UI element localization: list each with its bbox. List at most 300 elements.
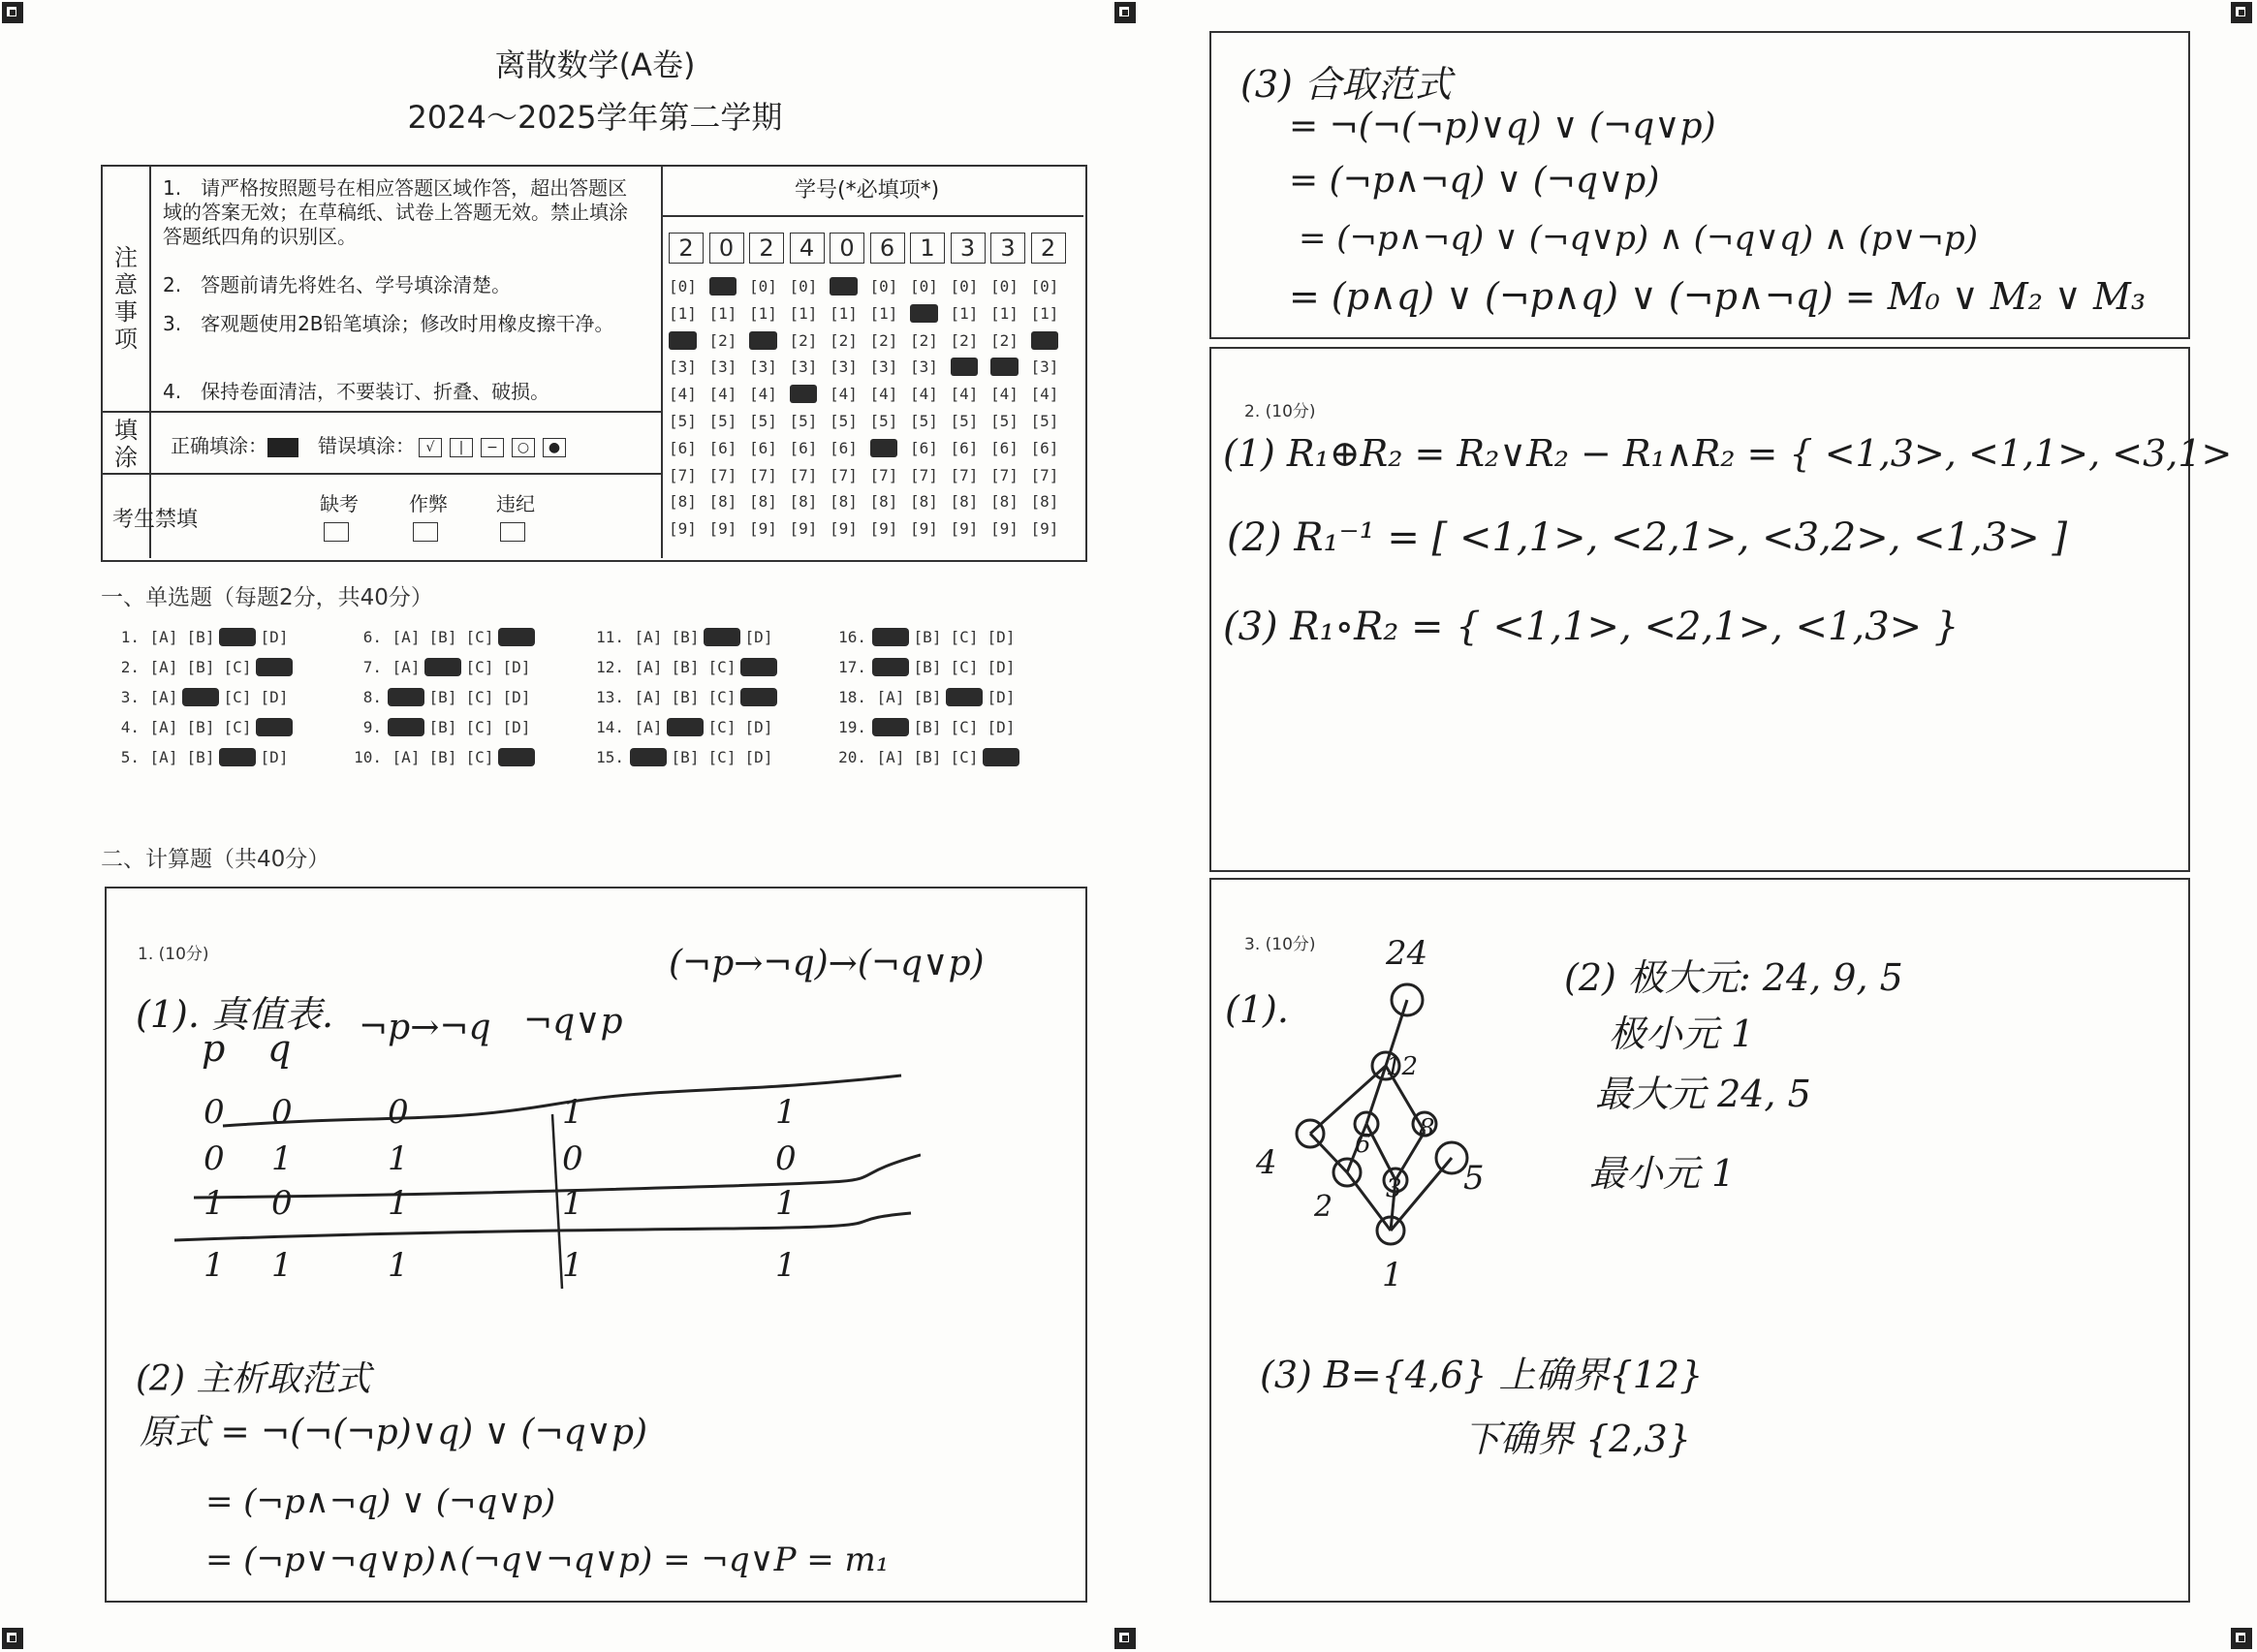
q2-line1: (1) R₁⊕R₂ = R₂∨R₂ − R₁∧R₂ = { <1,3>, <1,1>, <3,1> <box>1223 432 2233 475</box>
mc-question-number: 15. <box>596 748 624 766</box>
q1-part2: (2) 主析取范式 <box>136 1359 371 1399</box>
student-id-bubble[interactable] <box>709 277 737 296</box>
student-id-bubble[interactable]: [2] <box>869 330 898 350</box>
mc-question-row <box>585 628 777 646</box>
student-id-bubble[interactable]: [1] <box>990 303 1019 323</box>
mc-option-bubble[interactable]: [C] <box>465 718 494 736</box>
mc-option-bubble[interactable]: [C] <box>465 748 494 766</box>
mc-question-row <box>585 688 777 706</box>
notice-item-3: 3. 客观题使用2B铅笔填涂；修改时用橡皮擦干净。 <box>163 312 614 335</box>
student-id-bubble[interactable]: [6] <box>708 438 737 457</box>
student-id-bubble[interactable]: [3] <box>789 358 818 377</box>
truth-table-cell: 1 <box>775 1246 797 1285</box>
hasse-node: 6 <box>1355 1130 1371 1159</box>
q3-part3-inf: 下确界 {2,3} <box>1463 1418 1691 1460</box>
mc-option-bubble[interactable]: [A] <box>634 658 663 676</box>
mc-option-bubble[interactable] <box>424 658 461 676</box>
mc-question-number: 3. <box>120 688 140 706</box>
mc-option-bubble[interactable]: [C] <box>465 688 494 706</box>
student-id-bubble[interactable]: [2] <box>708 330 737 350</box>
student-id-bubble[interactable]: [4] <box>830 385 858 404</box>
truth-table-lines <box>145 1066 921 1298</box>
mc-option-bubble[interactable]: [C] <box>223 688 252 706</box>
registration-mark <box>1114 1628 1136 1649</box>
mc-option-bubble[interactable]: [B] <box>186 718 215 736</box>
student-id-bubble[interactable]: [9] <box>910 519 938 539</box>
exam-term: 2024～2025学年第二学期 <box>407 99 783 136</box>
truth-table-cell: 1 <box>204 1246 225 1285</box>
hasse-node: 24 <box>1386 934 1428 973</box>
truth-table-cell: 1 <box>562 1246 583 1285</box>
mc-question-number: 5. <box>120 748 140 766</box>
mc-option-bubble[interactable] <box>667 718 704 736</box>
q3-part3-sup: (3) B={4,6} 上确界{12} <box>1260 1354 1704 1396</box>
mc-option-bubble[interactable] <box>872 628 909 646</box>
mc-option-bubble[interactable] <box>704 628 740 646</box>
student-id-bubble[interactable]: [5] <box>869 412 898 430</box>
q3-part2-maximal: (2) 极大元: 24, 9, 5 <box>1564 956 1903 999</box>
student-id-bubble[interactable]: [2] <box>789 330 818 350</box>
mc-option-bubble[interactable]: [C] <box>950 628 979 646</box>
student-id-bubble[interactable]: [7] <box>830 465 858 484</box>
mc-option-bubble[interactable] <box>388 718 424 736</box>
truth-table-cell: 0 <box>204 1139 225 1178</box>
q2-line2: (2) R₁⁻¹ = [ <1,1>, <2,1>, <3,2>, <1,3> ] <box>1227 515 2068 560</box>
student-id-bubble[interactable]: [9] <box>869 519 898 539</box>
student-id-bubble[interactable]: [0] <box>950 277 979 296</box>
mc-question-number: 11. <box>596 628 624 646</box>
mc-option-bubble[interactable]: [B] <box>913 628 942 646</box>
mc-question-row <box>343 718 535 736</box>
mc-question-row <box>343 748 535 766</box>
mc-option-bubble[interactable]: [B] <box>428 718 457 736</box>
student-id-bubble[interactable]: [5] <box>708 412 737 430</box>
hasse-node: 1 <box>1382 1256 1403 1294</box>
student-id-bubble[interactable]: [5] <box>669 412 697 430</box>
mc-option-bubble[interactable] <box>740 688 777 706</box>
truth-table-cell: 1 <box>388 1139 409 1178</box>
hasse-node: 4 <box>1256 1143 1277 1182</box>
mc-question-number: 9. <box>362 718 382 736</box>
mc-option-bubble[interactable]: [B] <box>186 658 215 676</box>
mc-question-row <box>101 688 293 706</box>
student-id-bubble[interactable]: [6] <box>789 438 818 457</box>
mc-option-bubble[interactable]: [C] <box>707 688 737 706</box>
student-id-bubble[interactable]: [1] <box>749 303 777 323</box>
student-id-bubble[interactable]: [9] <box>708 519 737 539</box>
student-id-bubble[interactable]: [8] <box>910 492 938 512</box>
truth-table-cell: 0 <box>204 1093 225 1132</box>
student-id-bubble[interactable]: [8] <box>830 492 858 512</box>
mc-option-bubble[interactable]: [D] <box>260 688 289 706</box>
mc-option-bubble[interactable]: [B] <box>671 628 700 646</box>
q1-part1: (1). 真值表. <box>136 993 334 1036</box>
student-id-digit-box: 0 <box>709 233 744 264</box>
mc-option-bubble[interactable]: [D] <box>502 718 531 736</box>
hasse-node: 3 <box>1386 1174 1402 1203</box>
section2-title: 二、计算题（共40分） <box>101 847 330 872</box>
status-absent[interactable]: 缺考 <box>320 492 359 542</box>
q1-line1: 原式 = ¬(¬(¬p)∨q) ∨ (¬q∨p) <box>140 1413 648 1452</box>
student-id-bubble[interactable]: [4] <box>1030 385 1059 404</box>
truth-table-cell: 1 <box>271 1139 293 1178</box>
student-id-bubble[interactable] <box>669 331 697 350</box>
hasse-node: 8 <box>1419 1114 1435 1143</box>
mc-option-bubble[interactable] <box>182 688 219 706</box>
truth-table-cell: 1 <box>775 1184 797 1223</box>
q3-part2-minimal: 极小元 1 <box>1609 1013 1755 1055</box>
student-id-bubble[interactable]: [7] <box>1030 465 1059 484</box>
notice-item-1: 1. 请严格按照题号在相应答题区域作答，超出答题区域的答案无效；在草稿纸、试卷上答题无效。禁止填涂答题纸四角的识别区。 <box>163 176 628 248</box>
mc-question-number: 2. <box>120 658 140 676</box>
student-id-digit-box: 3 <box>990 233 1025 264</box>
mc-option-bubble[interactable]: [B] <box>913 718 942 736</box>
mc-question-row <box>343 628 535 646</box>
mc-option-bubble[interactable]: [B] <box>913 658 942 676</box>
mc-question-row <box>828 658 1019 676</box>
q3-part1: (1). <box>1225 988 1289 1031</box>
q1-part3: (3) 合取范式 <box>1240 63 1452 106</box>
mc-option-bubble[interactable]: [B] <box>671 688 700 706</box>
mc-question-row <box>343 658 535 676</box>
student-id-bubble[interactable]: [3] <box>749 358 777 377</box>
student-id-bubble[interactable]: [6] <box>990 438 1019 457</box>
student-id-bubble[interactable]: [4] <box>669 385 697 404</box>
mc-option-bubble[interactable]: [B] <box>428 688 457 706</box>
mc-option-bubble[interactable]: [B] <box>671 658 700 676</box>
truth-table-cell: 1 <box>271 1246 293 1285</box>
student-id-bubble[interactable]: [3] <box>830 358 858 377</box>
hasse-node: 5 <box>1463 1159 1485 1198</box>
student-id-bubble[interactable]: [1] <box>1030 303 1059 323</box>
student-id-digit-box: 2 <box>749 233 784 264</box>
mc-option-bubble[interactable]: [A] <box>149 718 178 736</box>
mc-option-bubble[interactable]: [D] <box>744 718 773 736</box>
tt-header: ¬q∨p <box>523 1002 623 1042</box>
student-id-bubble[interactable]: [4] <box>990 385 1019 404</box>
student-id-bubble[interactable]: [4] <box>950 385 979 404</box>
mc-option-bubble[interactable] <box>872 658 909 676</box>
student-id-bubble[interactable]: [0] <box>990 277 1019 296</box>
mc-option-bubble[interactable]: [A] <box>392 658 421 676</box>
student-id-bubble[interactable]: [7] <box>869 465 898 484</box>
mc-option-bubble[interactable]: [A] <box>149 658 178 676</box>
student-id-bubble[interactable]: [8] <box>950 492 979 512</box>
mc-option-bubble[interactable]: [C] <box>950 748 979 766</box>
student-id-bubble[interactable]: [0] <box>789 277 818 296</box>
student-id-bubble[interactable]: [5] <box>789 412 818 430</box>
student-id-bubble[interactable]: [5] <box>1030 412 1059 430</box>
student-id-bubble[interactable]: [3] <box>1030 358 1059 377</box>
mc-option-bubble[interactable]: [C] <box>465 628 494 646</box>
mc-question-number: 4. <box>120 718 140 736</box>
mc-question-row <box>585 658 777 676</box>
student-id-bubble[interactable] <box>790 385 818 403</box>
registration-mark <box>2 1628 23 1649</box>
student-id-bubble[interactable]: [3] <box>869 358 898 377</box>
mc-question-row <box>828 688 1019 706</box>
q1b-line2: = (¬p∧¬q) ∨ (¬q∨p) <box>1289 161 1660 201</box>
mc-option-bubble[interactable]: [D] <box>987 628 1016 646</box>
hasse-node: 12 <box>1386 1052 1419 1081</box>
student-id-bubble[interactable]: [4] <box>708 385 737 404</box>
mc-option-bubble[interactable]: [C] <box>223 718 252 736</box>
student-id-bubble[interactable]: [4] <box>910 385 938 404</box>
student-id-bubble[interactable]: [9] <box>990 519 1019 539</box>
student-id-bubble[interactable]: [8] <box>789 492 818 512</box>
student-id-bubble[interactable]: [2] <box>910 330 938 350</box>
mc-question-number: 8. <box>362 688 382 706</box>
hasse-node: 2 <box>1314 1190 1333 1224</box>
mc-option-bubble[interactable]: [D] <box>260 748 289 766</box>
student-id-bubble[interactable]: [5] <box>990 412 1019 430</box>
tt-header: q <box>267 1027 292 1070</box>
mc-option-bubble[interactable]: [C] <box>950 718 979 736</box>
student-id-bubble[interactable] <box>870 439 898 457</box>
student-id-bubble[interactable]: [0] <box>869 277 898 296</box>
truth-table-cell: 0 <box>271 1184 293 1223</box>
mc-question-number: 7. <box>362 658 382 676</box>
student-id-bubble[interactable]: [5] <box>910 412 938 430</box>
q3-part2-least: 最小元 1 <box>1589 1152 1736 1195</box>
status-cheat[interactable]: 作弊 <box>409 492 448 542</box>
mc-option-bubble[interactable]: [B] <box>428 628 457 646</box>
student-id-bubble[interactable]: [4] <box>749 385 777 404</box>
mc-option-bubble[interactable]: [C] <box>707 718 737 736</box>
truth-table-cell: 1 <box>204 1184 225 1223</box>
student-id-bubble[interactable]: [6] <box>950 438 979 457</box>
student-id-bubble[interactable]: [7] <box>990 465 1019 484</box>
student-id-bubble[interactable]: [0] <box>910 277 938 296</box>
mc-option-bubble[interactable]: [A] <box>634 628 663 646</box>
student-id-bubble[interactable]: [1] <box>708 303 737 323</box>
mc-question-row <box>101 718 293 736</box>
mc-option-bubble[interactable] <box>219 628 256 646</box>
mc-option-bubble[interactable]: [D] <box>987 658 1016 676</box>
mc-option-bubble[interactable] <box>983 748 1019 766</box>
student-id-bubble[interactable]: [2] <box>950 330 979 350</box>
mc-option-bubble[interactable]: [D] <box>744 628 773 646</box>
student-id-bubble[interactable]: [8] <box>869 492 898 512</box>
mc-option-bubble[interactable] <box>630 748 667 766</box>
student-id-bubble[interactable]: [6] <box>749 438 777 457</box>
student-id-bubble[interactable] <box>830 277 858 296</box>
student-id-bubble[interactable]: [0] <box>749 277 777 296</box>
student-id-bubble[interactable]: [7] <box>669 465 697 484</box>
student-id-bubble[interactable]: [1] <box>789 303 818 323</box>
mc-question-number: 10. <box>354 748 382 766</box>
mc-question-row <box>828 718 1019 736</box>
mc-option-bubble[interactable]: [A] <box>149 628 178 646</box>
mc-option-bubble[interactable]: [A] <box>392 748 421 766</box>
mc-option-bubble[interactable]: [A] <box>392 628 421 646</box>
student-id-bubble[interactable]: [7] <box>910 465 938 484</box>
q2-line3: (3) R₁∘R₂ = { <1,1>, <2,1>, <1,3> } <box>1223 605 1959 649</box>
tt-header: p <box>202 1027 226 1070</box>
truth-table-cell: 0 <box>775 1139 797 1178</box>
student-id-bubble[interactable]: [3] <box>910 358 938 377</box>
student-id-bubble[interactable]: [3] <box>708 358 737 377</box>
student-id-label: 学号(*必填项*) <box>795 178 940 203</box>
student-id-digit-box: 3 <box>951 233 986 264</box>
student-id-bubble[interactable]: [0] <box>669 277 697 296</box>
mc-option-bubble[interactable]: [A] <box>876 748 905 766</box>
truth-table-cell: 1 <box>562 1184 583 1223</box>
student-id-bubble[interactable]: [4] <box>869 385 898 404</box>
student-id-bubble[interactable]: [9] <box>749 519 777 539</box>
registration-mark <box>2 2 23 23</box>
mc-option-bubble[interactable]: [A] <box>634 688 663 706</box>
student-id-bubble[interactable] <box>951 358 979 376</box>
student-id-digit-box: 0 <box>830 233 864 264</box>
q1-line3: = (¬p∨¬q∨p)∧(¬q∨¬q∨p) = ¬q∨P = m₁ <box>205 1541 890 1579</box>
tt-header: (¬p→¬q)→(¬q∨p) <box>669 944 985 983</box>
student-id-bubble[interactable]: [8] <box>990 492 1019 512</box>
student-id-bubble[interactable]: [7] <box>749 465 777 484</box>
student-id-bubble[interactable]: [9] <box>830 519 858 539</box>
mc-option-bubble[interactable] <box>388 688 424 706</box>
student-id-bubble[interactable]: [7] <box>708 465 737 484</box>
mc-option-bubble[interactable] <box>498 748 535 766</box>
q1-label: 1. (10分) <box>138 945 209 964</box>
student-id-bubble[interactable]: [6] <box>1030 438 1059 457</box>
mc-option-bubble[interactable]: [A] <box>634 718 663 736</box>
student-id-bubble[interactable]: [1] <box>830 303 858 323</box>
mc-option-bubble[interactable]: [C] <box>950 658 979 676</box>
student-id-bubble[interactable]: [0] <box>1030 277 1059 296</box>
q3-label: 3. (10分) <box>1244 935 1316 954</box>
student-id-bubble[interactable] <box>1031 331 1059 350</box>
q1b-line3: = (¬p∧¬q) ∨ (¬q∨p) ∧ (¬q∨q) ∧ (p∨¬p) <box>1299 219 1979 258</box>
mc-option-bubble[interactable]: [B] <box>913 688 942 706</box>
student-id-bubble[interactable]: [5] <box>749 412 777 430</box>
student-id-bubble[interactable]: [6] <box>910 438 938 457</box>
student-id-bubble[interactable]: [5] <box>830 412 858 430</box>
student-id-bubble[interactable]: [2] <box>990 330 1019 350</box>
truth-table-cell: 1 <box>775 1093 797 1132</box>
q1b-line1: = ¬(¬(¬p)∨q) ∨ (¬q∨p) <box>1289 107 1716 146</box>
mc-option-bubble[interactable]: [D] <box>502 658 531 676</box>
q3-part2-greatest: 最大元 24, 5 <box>1595 1073 1811 1115</box>
student-id-bubble[interactable] <box>910 304 938 323</box>
registration-mark <box>2231 1628 2252 1649</box>
q2-label: 2. (10分) <box>1244 402 1316 421</box>
student-id-bubble[interactable]: [7] <box>950 465 979 484</box>
section1-title: 一、单选题（每题2分，共40分） <box>101 585 433 610</box>
q1-line2: = (¬p∧¬q) ∨ (¬q∨p) <box>205 1482 556 1521</box>
mc-option-bubble[interactable] <box>946 688 983 706</box>
mc-question-row <box>828 748 1019 766</box>
mc-option-bubble[interactable]: [B] <box>428 748 457 766</box>
mc-option-bubble[interactable]: [C] <box>707 658 737 676</box>
q1b-line4: = (p∧q) ∨ (¬p∧q) ∨ (¬p∧¬q) = M₀ ∨ M₂ ∨ M₃ <box>1289 275 2147 318</box>
mc-question-number: 6. <box>362 628 382 646</box>
mc-question-number: 13. <box>596 688 624 706</box>
mc-question-number: 18. <box>838 688 866 706</box>
student-id-bubble[interactable]: [8] <box>1030 492 1059 512</box>
mc-option-bubble[interactable]: [D] <box>502 688 531 706</box>
student-id-bubble[interactable]: [2] <box>830 330 858 350</box>
student-id-bubble[interactable]: [6] <box>669 438 697 457</box>
mc-option-bubble[interactable]: [D] <box>260 628 289 646</box>
truth-table-cell: 0 <box>271 1093 293 1132</box>
mc-option-bubble[interactable] <box>872 718 909 736</box>
mc-question-row <box>585 748 777 766</box>
student-id-digit-box: 6 <box>870 233 905 264</box>
fill-example: 正确填涂： 错误填涂： √ | − ○ ● <box>171 434 570 458</box>
mc-question-number: 14. <box>596 718 624 736</box>
student-id-bubble[interactable]: [9] <box>1030 519 1059 539</box>
mc-question-row <box>101 748 293 766</box>
student-id-digit-box: 4 <box>790 233 825 264</box>
mc-question-number: 1. <box>120 628 140 646</box>
student-id-digit-box: 2 <box>1031 233 1066 264</box>
mc-option-bubble[interactable]: [D] <box>744 748 773 766</box>
student-id-bubble[interactable] <box>749 331 777 350</box>
mc-option-bubble[interactable] <box>498 628 535 646</box>
mc-option-bubble[interactable]: [C] <box>707 748 737 766</box>
student-id-bubble[interactable]: [1] <box>950 303 979 323</box>
mc-option-bubble[interactable] <box>219 748 256 766</box>
mc-option-bubble[interactable]: [C] <box>465 658 494 676</box>
mc-option-bubble[interactable]: [B] <box>186 748 215 766</box>
truth-table-cell: 0 <box>388 1093 409 1132</box>
mc-option-bubble[interactable]: [B] <box>186 628 215 646</box>
tt-header: ¬p→¬q <box>359 1008 491 1047</box>
student-id-digit-box: 1 <box>910 233 945 264</box>
mc-option-bubble[interactable]: [D] <box>987 688 1016 706</box>
notice-item-4: 4. 保持卷面清洁，不要装订、折叠、破损。 <box>163 380 550 403</box>
student-id-bubble[interactable]: [7] <box>789 465 818 484</box>
student-id-bubble[interactable]: [8] <box>708 492 737 512</box>
student-id-bubble[interactable]: [9] <box>669 519 697 539</box>
exam-title: 离散数学(A卷) <box>494 47 696 83</box>
mc-option-bubble[interactable] <box>256 718 293 736</box>
student-id-bubble[interactable]: [5] <box>950 412 979 430</box>
student-id-bubble[interactable]: [8] <box>669 492 697 512</box>
student-id-bubble[interactable]: [3] <box>669 358 697 377</box>
student-id-bubble[interactable]: [1] <box>869 303 898 323</box>
student-id-digit-box: 2 <box>669 233 704 264</box>
mc-option-bubble[interactable]: [A] <box>149 748 178 766</box>
mc-question-row <box>101 628 293 646</box>
mc-question-row <box>585 718 777 736</box>
mc-option-bubble[interactable] <box>740 658 777 676</box>
truth-table-cell: 0 <box>562 1139 583 1178</box>
mc-question-number: 17. <box>838 658 866 676</box>
mc-question-number: 20. <box>838 748 866 766</box>
fill-side-label: 填 涂 <box>114 417 138 471</box>
notice-side-label: 注 意 事 项 <box>114 244 138 353</box>
mc-option-bubble[interactable]: [B] <box>913 748 942 766</box>
student-id-bubble[interactable]: [9] <box>950 519 979 539</box>
mc-question-number: 19. <box>838 718 866 736</box>
student-id-bubble[interactable]: [8] <box>749 492 777 512</box>
student-id-bubble[interactable]: [1] <box>669 303 697 323</box>
mc-option-bubble[interactable] <box>256 658 293 676</box>
student-id-bubble[interactable]: [9] <box>789 519 818 539</box>
mc-option-bubble[interactable]: [B] <box>671 748 700 766</box>
mc-option-bubble[interactable]: [A] <box>149 688 178 706</box>
mc-option-bubble[interactable]: [A] <box>876 688 905 706</box>
mc-option-bubble[interactable]: [C] <box>223 658 252 676</box>
status-violation[interactable]: 违纪 <box>496 492 535 542</box>
student-id-bubble[interactable]: [6] <box>830 438 858 457</box>
student-id-bubble[interactable] <box>990 358 1019 376</box>
mc-question-row <box>828 628 1019 646</box>
mc-question-number: 12. <box>596 658 624 676</box>
mc-option-bubble[interactable]: [D] <box>987 718 1016 736</box>
